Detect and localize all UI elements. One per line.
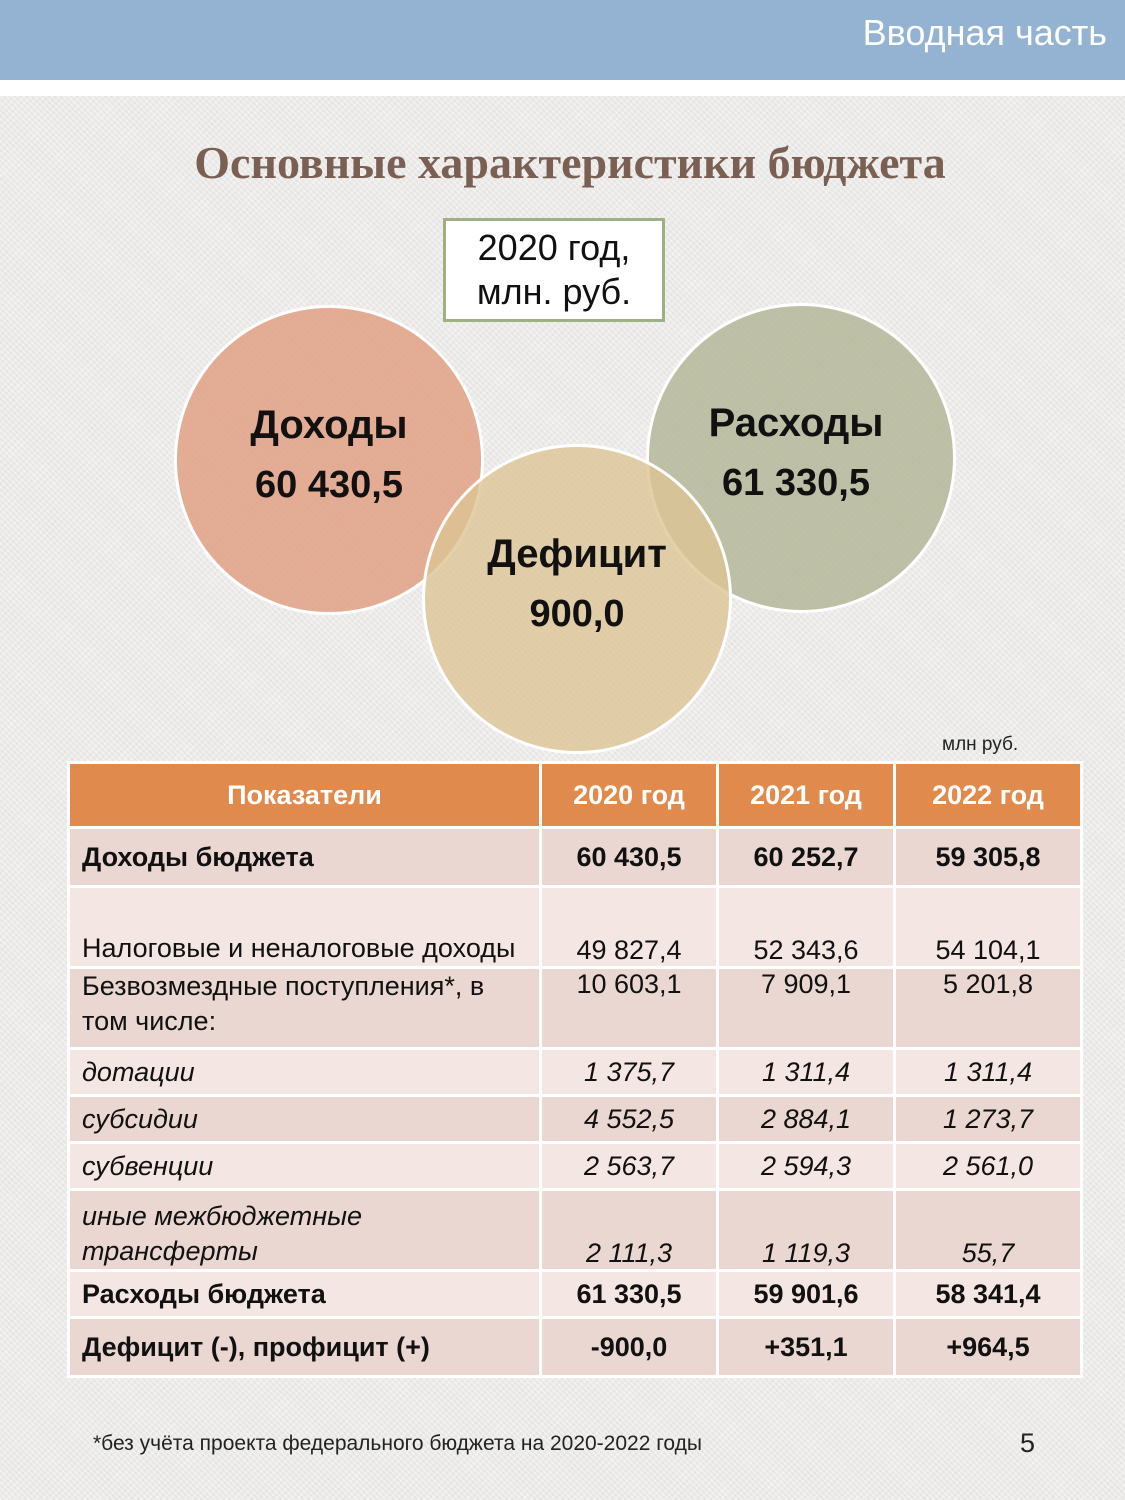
column-header-2022: 2022 год bbox=[895, 763, 1082, 828]
table-row bbox=[69, 1096, 1082, 1143]
deficit-label: Дефицит bbox=[487, 532, 667, 576]
row-label: субвенции bbox=[69, 1143, 541, 1190]
column-header-2021: 2021 год bbox=[718, 763, 895, 828]
row-label: дотации bbox=[69, 1049, 541, 1096]
deficit-value: 900,0 bbox=[529, 593, 625, 635]
cell-2022: 59 305,8 bbox=[895, 828, 1082, 887]
page-title: Основные характеристики бюджета bbox=[194, 137, 946, 188]
table-row bbox=[69, 828, 1082, 887]
cell-2021: 52 343,6 bbox=[718, 887, 895, 968]
cell-2021: 1 311,4 bbox=[718, 1049, 895, 1096]
header-bar bbox=[0, 0, 1125, 80]
budget-table bbox=[67, 761, 1083, 1378]
cell-2022: 5 201,8 bbox=[895, 968, 1082, 1049]
cell-2020: 4 552,5 bbox=[541, 1096, 718, 1143]
cell-2020: -900,0 bbox=[541, 1318, 718, 1377]
expense-label: Расходы bbox=[708, 401, 884, 445]
table-row bbox=[69, 887, 1082, 968]
row-label: иные межбюджетные трансферты bbox=[69, 1190, 541, 1271]
row-label: субсидии bbox=[69, 1096, 541, 1143]
cell-2022: +964,5 bbox=[895, 1318, 1082, 1377]
row-label: Дефицит (-), профицит (+) bbox=[69, 1318, 541, 1377]
page-number: 5 bbox=[1020, 1428, 1036, 1458]
cell-2021: +351,1 bbox=[718, 1318, 895, 1377]
cell-2022: 1 311,4 bbox=[895, 1049, 1082, 1096]
cell-2021: 60 252,7 bbox=[718, 828, 895, 887]
units-note: млн руб. bbox=[942, 734, 1019, 755]
income-label: Доходы bbox=[250, 403, 408, 447]
deficit-circle bbox=[422, 444, 732, 754]
cell-2021: 2 594,3 bbox=[718, 1143, 895, 1190]
cell-2020: 2 563,7 bbox=[541, 1143, 718, 1190]
cell-2020: 1 375,7 bbox=[541, 1049, 718, 1096]
year-box-units: млн. руб. bbox=[476, 271, 632, 312]
cell-2022: 2 561,0 bbox=[895, 1143, 1082, 1190]
cell-2021: 1 119,3 bbox=[718, 1190, 895, 1271]
income-value: 60 430,5 bbox=[255, 464, 403, 506]
cell-2020: 10 603,1 bbox=[541, 968, 718, 1049]
cell-2022: 55,7 bbox=[895, 1190, 1082, 1271]
cell-2020: 2 111,3 bbox=[541, 1190, 718, 1271]
row-label: Налоговые и неналоговые доходы bbox=[69, 887, 541, 968]
year-box bbox=[443, 218, 665, 322]
header-divider bbox=[0, 80, 1125, 96]
column-header-2020: 2020 год bbox=[541, 763, 718, 828]
column-header-indicator: Показатели bbox=[69, 763, 541, 828]
table-row bbox=[69, 1049, 1082, 1096]
expense-value: 61 330,5 bbox=[722, 462, 870, 504]
table-row bbox=[69, 968, 1082, 1049]
cell-2021: 2 884,1 bbox=[718, 1096, 895, 1143]
table-row bbox=[69, 1143, 1082, 1190]
footnote: *без учёта проекта федерального бюджета на 2020-2022 годы bbox=[93, 1432, 702, 1455]
cell-2021: 7 909,1 bbox=[718, 968, 895, 1049]
table-row bbox=[69, 1318, 1082, 1377]
cell-2020: 49 827,4 bbox=[541, 887, 718, 968]
table-row bbox=[69, 1190, 1082, 1271]
row-label: Безвозмездные поступления*, в том числе: bbox=[69, 968, 541, 1049]
cell-2022: 1 273,7 bbox=[895, 1096, 1082, 1143]
year-box-year: 2020 год, bbox=[477, 227, 631, 268]
table-row bbox=[69, 1271, 1082, 1318]
cell-2022: 54 104,1 bbox=[895, 887, 1082, 968]
cell-2020: 61 330,5 bbox=[541, 1271, 718, 1318]
cell-2020: 60 430,5 bbox=[541, 828, 718, 887]
row-label: Расходы бюджета bbox=[69, 1271, 541, 1318]
cell-2022: 58 341,4 bbox=[895, 1271, 1082, 1318]
section-label: Вводная часть bbox=[862, 12, 1107, 53]
cell-2021: 59 901,6 bbox=[718, 1271, 895, 1318]
table-header-row bbox=[69, 763, 1082, 828]
row-label: Доходы бюджета bbox=[69, 828, 541, 887]
